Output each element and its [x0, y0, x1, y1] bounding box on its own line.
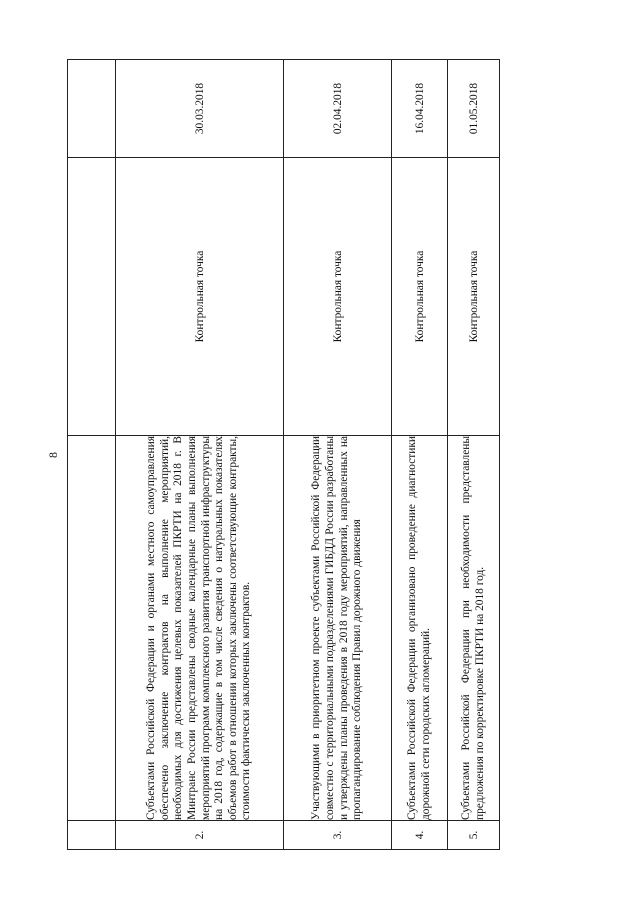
- control-points-table: [67, 59, 500, 850]
- description-text: Субъектами Российской Федерации и органами местного самоуправления обеспечено заключение контрактов на выполнение мероприятий, необходимых для достижения целевых показателей ПКРТИ на 2018 г. В Минтранс России представлены сводные календарные планы выполнения мероприятий программ комплексного развития транспортной инфраструктуры на 2018 год, содержащие в том числе сведения о натуральных показателях объемов работ в отношении которых заключены соответствующие контракты, стоимости фактически заключенных контрактов.: [145, 436, 253, 820]
- page-number: 8: [46, 452, 60, 458]
- row-type: Контрольная точка: [116, 158, 284, 436]
- description-text: Участвующими в приоритетном проекте субъектами Российской Федерации совместно с территориальными подразделениями ГИБДД России разработаны и утверждены планы проведения в 2018 году мероприятий, направленных на пропагандирование соблюдения Правил дорожного движения: [310, 436, 364, 820]
- row-date: 30.03.2018: [116, 60, 284, 158]
- row-date: 01.05.2018: [448, 60, 500, 158]
- row-type: Контрольная точка: [284, 158, 392, 436]
- row-number: 3.: [284, 821, 392, 850]
- row-type: Контрольная точка: [392, 158, 448, 436]
- description-text: Субъектами Российской Федерации организовано проведение диагностики дорожной сети городских агломераций.: [405, 436, 432, 820]
- table-row: [284, 60, 392, 850]
- cell-empty: [68, 60, 116, 158]
- row-description: [284, 436, 392, 821]
- control-points-table-container: [67, 64, 499, 850]
- row-number: 4.: [392, 821, 448, 850]
- row-description: [392, 436, 448, 821]
- cell-empty: [68, 821, 116, 850]
- row-number: 2.: [116, 821, 284, 850]
- cell-empty: [68, 436, 116, 821]
- row-date: 16.04.2018: [392, 60, 448, 158]
- cell-empty: [68, 158, 116, 436]
- table-row: [448, 60, 500, 850]
- row-number: 5.: [448, 821, 500, 850]
- row-type: Контрольная точка: [448, 158, 500, 436]
- row-date: 02.04.2018: [284, 60, 392, 158]
- table-row-top-continuation: [68, 60, 116, 850]
- row-description: [448, 436, 500, 821]
- description-text: Субъектами Российской Федерации при необходимости представлены предложения по корректировке ПКРТИ на 2018 год.: [459, 436, 486, 820]
- row-description: [116, 436, 284, 821]
- table-row: [116, 60, 284, 850]
- table-row: [392, 60, 448, 850]
